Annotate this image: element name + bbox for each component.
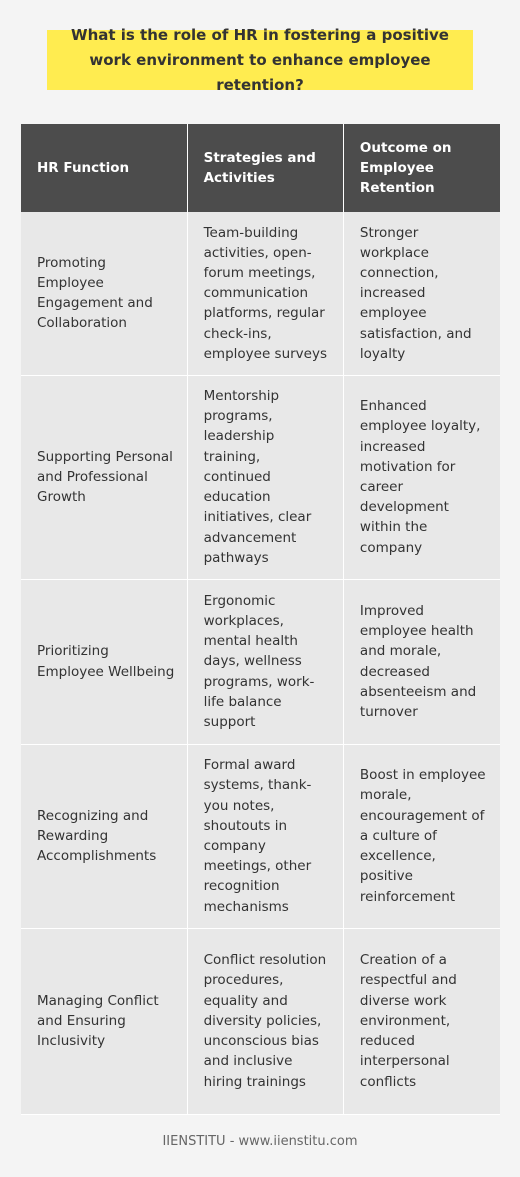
table-row [21,928,500,1114]
cell-outcome: Creation of a respectful and diverse work environment, reduced interpersonal conflicts [343,928,500,1114]
footer-credit: IIENSTITU - www.iienstitu.com [162,1134,358,1149]
cell-strategies: Mentorship programs, leadership training, continued education initiatives, clear advancement pathways [187,375,343,579]
table-row [21,375,500,579]
cell-hr-function: Supporting Personal and Professional Growth [21,375,187,579]
cell-strategies: Conflict resolution procedures, equality and diversity policies, unconscious bias and inclusive hiring trainings [187,928,343,1114]
cell-outcome: Enhanced employee loyalty, increased motivation for career development within the company [343,375,500,579]
cell-outcome: Stronger workplace connection, increased employee satisfaction, and loyalty [343,212,500,375]
cell-strategies: Ergonomic workplaces, mental health days, wellness programs, work-life balance support [187,579,343,744]
header-strategies: Strategies and Activities [187,124,343,212]
table-row [21,212,500,375]
cell-hr-function: Managing Conflict and Ensuring Inclusivity [21,928,187,1114]
cell-hr-function: Promoting Employee Engagement and Collaboration [21,212,187,375]
page-title: What is the role of HR in fostering a positive work environment to enhance employee retention? [71,25,449,94]
table-row [21,744,500,928]
title-banner [47,25,473,94]
cell-outcome: Boost in employee morale, encouragement of a culture of excellence, positive reinforcement [343,744,500,928]
cell-strategies: Formal award systems, thank-you notes, shoutouts in company meetings, other recognition mechanisms [187,744,343,928]
header-hr-function: HR Function [21,124,187,212]
cell-hr-function: Recognizing and Rewarding Accomplishments [21,744,187,928]
cell-outcome: Improved employee health and morale, decreased absenteeism and turnover [343,579,500,744]
cell-strategies: Team-building activities, open-forum meetings, communication platforms, regular check-ins, employee surveys [187,212,343,375]
table-row [21,579,500,744]
table-header-row [21,124,500,212]
header-outcome: Outcome on Employee Retention [343,124,500,212]
cell-hr-function: Prioritizing Employee Wellbeing [21,579,187,744]
hr-role-table [21,124,500,1115]
